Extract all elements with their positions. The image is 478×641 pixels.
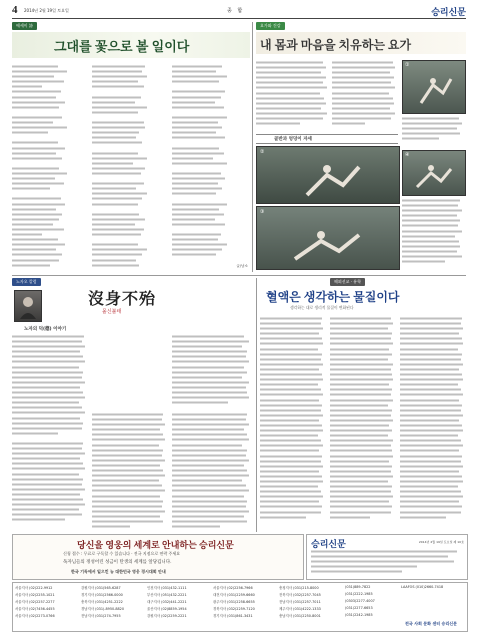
agency-entry: 서울지사 (02)2257-2277 (15, 600, 55, 604)
agency-entry: (031)889-7822 (345, 585, 371, 589)
agency-entry: (0303)2277-4007 (345, 599, 375, 603)
masthead-logo: 승리신문 (311, 539, 346, 549)
yoga-section (256, 22, 466, 272)
section-rule (12, 275, 466, 276)
poem-column-2 (92, 64, 168, 270)
notice-line-1: 신청 접수 : 무료로 구독할 수 있습니다 · 전국 지점으로 연락 주세요 (63, 551, 181, 556)
agency-entry: 서울지사 (02)2256-7966 (213, 586, 253, 590)
agency-entry: 부산지사 (051)432-2221 (147, 593, 187, 597)
yoga-figure-3 (287, 217, 367, 263)
agency-entry: 충청지사 (031)215-8000 (279, 586, 319, 590)
agency-entry: 충북지사 (031)4251-2222 (81, 600, 123, 604)
agency-entry: 제주지사 (031)4222-1333 (279, 607, 321, 611)
blood-title: 혈액은 생각하는 물질이다 (266, 290, 400, 304)
poem-tag: 에세이 詩 (12, 22, 37, 30)
photo-number: ③ (260, 209, 265, 215)
column-text-3 (172, 412, 252, 530)
yoga-figure-2 (297, 155, 367, 199)
blood-text-3 (400, 316, 466, 530)
blood-section (260, 278, 466, 532)
agency-footer (12, 582, 468, 632)
agency-entry: 전남지사 (031)2257-7011 (279, 600, 321, 604)
yoga-photo-4 (402, 150, 466, 196)
notice-line-3: 한국 기독에서 일으킨 뉴 대한민국 영웅 경시대회 안내 (71, 569, 166, 574)
agency-entry: (031)2222-1985 (345, 592, 373, 596)
agency-entry: 광주지사 (031)2258-6655 (213, 600, 255, 604)
column-tag: 노자오 칼럼 (12, 278, 41, 286)
yoga-tag: 요가와 건강 (256, 22, 285, 30)
column-heading: 노자의 덕(德) 이야기 (24, 327, 67, 332)
blood-subtitle: 생각하는 대로 생리적 물질이 변화된다 (290, 305, 354, 310)
newspaper-logo: 승리신문 (431, 7, 466, 17)
issue-date: 2014년 2월 19일 토요일 (24, 8, 69, 13)
subscription-notice (12, 534, 304, 580)
masthead-details (311, 549, 463, 577)
yoga-intro-2 (332, 60, 398, 130)
yoga-caption-2 (402, 198, 464, 270)
poem-column-1 (12, 64, 88, 270)
agency-entry: 울산지사 (02)8859-1954 (147, 607, 187, 611)
agency-entry: 경기지사 (031)2566-0000 (81, 593, 123, 597)
masthead-issue: 2014년 2월 19일 토요일 제 10호 (418, 540, 464, 544)
agency-entry: 강원지사 (031)565-6287 (81, 586, 121, 590)
yoga-photo-2 (256, 146, 400, 204)
column-text-2 (92, 412, 168, 530)
agency-entry: 전남지사 (031)274-7955 (81, 614, 121, 618)
person-icon (20, 295, 36, 319)
header-rule (12, 18, 466, 19)
vertical-divider (252, 22, 253, 272)
column-text-1 (12, 334, 88, 530)
photo-number: ① (405, 62, 410, 68)
agency-entry: 서울지사 (02)2255-1021 (15, 593, 55, 597)
blood-tag: 해외선교 · 유학 (330, 278, 365, 286)
column-subtitle: 몰신불태 (102, 310, 122, 315)
agency-entry: LAAFOS (010)2660-7418 (401, 585, 444, 589)
agency-entry: 대구지사 (032)441-2221 (147, 600, 187, 604)
agency-entry: 서울지사 (02)222-9912 (15, 586, 53, 590)
photo-number: ② (260, 149, 265, 155)
author-portrait (14, 290, 42, 322)
column-title: 沒身不殆 (88, 291, 157, 308)
yoga-photo-3 (256, 206, 400, 270)
page-header (12, 4, 466, 18)
agency-entry: 서울지사 (02)2273-0766 (15, 614, 55, 618)
poem-author: 글/남소 (236, 264, 248, 268)
agency-entry: 대전지사 (031)2259-6660 (213, 593, 255, 597)
pose-title: 골반과 엉덩이 자세 (274, 137, 312, 142)
column-section (12, 278, 254, 532)
pose-title-bar (256, 134, 398, 144)
footer-line: 전국 사회 문화 센터 승리신문 (405, 621, 457, 626)
yoga-figure-4 (411, 159, 457, 191)
yoga-figure-1 (413, 71, 455, 107)
page-number: 4 (12, 4, 18, 16)
agency-entry: 경남지사 (031)-8950-8820 (81, 607, 125, 611)
blood-text-1 (260, 316, 326, 530)
poem-section (12, 22, 250, 272)
agency-entry: 인천지사 (031)432-1111 (147, 586, 187, 590)
agency-grid (15, 585, 465, 625)
section-title: 종 합 (227, 8, 245, 14)
agency-entry: 강원지사 (02)2259-2221 (147, 614, 187, 618)
poem-title: 그대를 꽃으로 볼 일이다 (54, 39, 190, 54)
yoga-intro-1 (256, 60, 330, 130)
agency-entry: 충남지사 (031)2250-8001 (279, 614, 321, 618)
yoga-title: 내 몸과 마음을 치유하는 요가 (260, 38, 412, 52)
notice-line-2: 독자님들의 정성어린 성금이 탄생의 세계를 앞당깁니다. (63, 560, 172, 565)
agency-entry: (031)2277-6653 (345, 606, 373, 610)
column-text-top-right (172, 334, 252, 410)
agency-entry: 서울지사 (02)7456-4455 (15, 607, 55, 611)
agency-entry: 경북지사 (032)2259-7120 (213, 607, 255, 611)
masthead-box (306, 534, 468, 580)
vertical-divider-2 (256, 278, 257, 532)
poem-column-3 (172, 64, 248, 270)
notice-title: 당신을 영웅의 세계로 안내하는 승리신문 (77, 540, 234, 550)
agency-entry: (031)2242-1985 (345, 613, 373, 617)
blood-text-2 (330, 316, 396, 530)
photo-number: ④ (405, 152, 410, 158)
yoga-caption-1 (402, 116, 464, 146)
yoga-photo-1 (402, 60, 466, 114)
agency-entry: 전북지사 (032)2257-7045 (279, 593, 321, 597)
agency-entry: 경기지사 (031)861-3431 (213, 614, 253, 618)
